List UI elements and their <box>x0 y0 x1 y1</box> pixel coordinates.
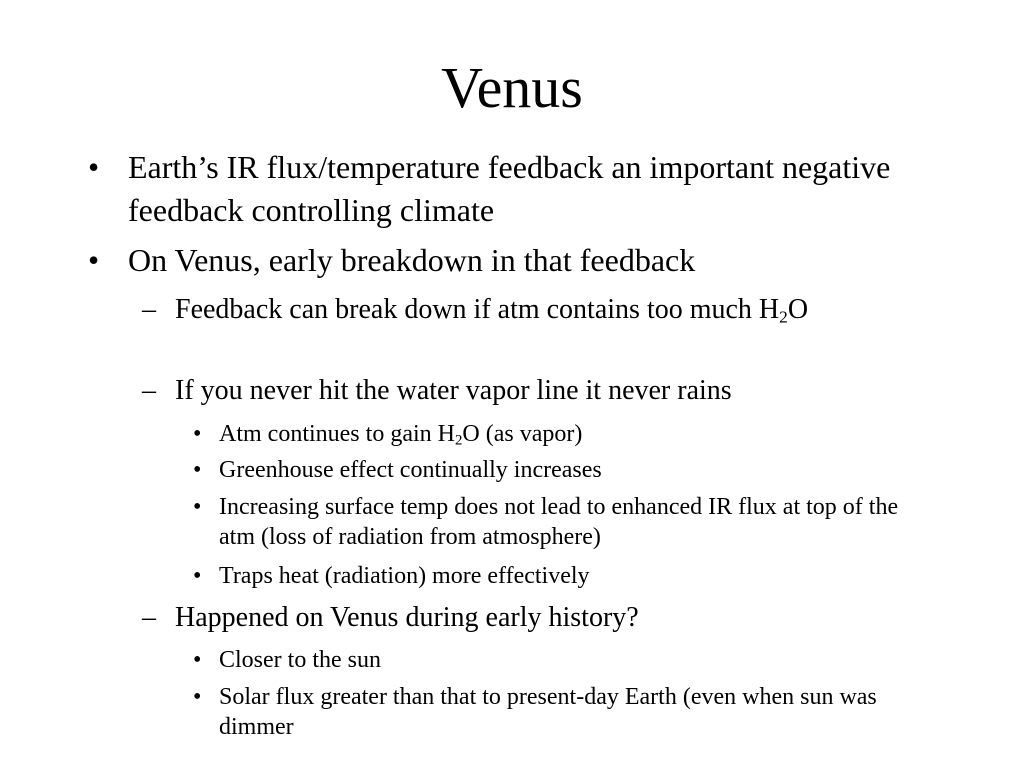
bullet-text: On Venus, early breakdown in that feedback <box>128 242 696 278</box>
sub-sub-bullet-text: Traps heat (radiation) more effectively <box>219 563 590 589</box>
subscript-2: 2 <box>779 307 788 327</box>
sub-sub-bullet-text: Solar flux greater than that to present-day Earth (even when sun was dimmer <box>219 684 877 740</box>
sub-sub-bullet-gain-water <box>193 419 939 449</box>
sub-sub-bullet-closer-to-sun <box>193 645 939 675</box>
dash-marker: – <box>142 375 156 406</box>
bullet-marker: • <box>193 421 202 447</box>
bullet-marker: • <box>88 242 100 278</box>
dash-marker: – <box>142 602 156 633</box>
bullet-marker: • <box>88 149 100 185</box>
bullet-marker: • <box>193 494 202 520</box>
sub-sub-bullet-text: Greenhouse effect continually increases <box>219 457 602 483</box>
sub-sub-bullet-traps-heat <box>193 561 939 591</box>
bullet-venus-breakdown <box>88 239 978 282</box>
dash-marker: – <box>142 294 156 325</box>
slide-title: Venus <box>441 55 583 120</box>
sub-bullet-too-much-water <box>142 292 955 328</box>
bullet-text: Earth’s IR flux/temperature feedback an important negative feedback controlling climate <box>128 149 891 228</box>
sub-bullet-never-rains <box>142 373 955 409</box>
bullet-marker: • <box>193 457 202 483</box>
sub-sub-bullet-text: Closer to the sun <box>219 647 381 673</box>
sub-sub-bullet-text: Increasing surface temp does not lead to enhanced IR flux at top of the atm (loss of radiation from atmosphere) <box>219 494 899 550</box>
sub-sub-bullet-surface-temp <box>193 492 939 552</box>
subscript-2: 2 <box>454 432 463 449</box>
sub-sub-bullet-solar-flux <box>193 682 939 742</box>
sub-bullet-text: Happened on Venus during early history? <box>175 602 639 633</box>
sub-sub-bullet-text: Atm continues to gain $H_2O$ (as vapor) <box>219 421 583 449</box>
bullet-marker: • <box>193 684 202 710</box>
bullet-earth-ir-feedback <box>88 146 978 232</box>
sub-bullet-early-history <box>142 600 955 636</box>
sub-sub-bullet-greenhouse <box>193 455 939 485</box>
sub-bullet-text: If you never hit the water vapor line it never rains <box>175 375 732 406</box>
sub-bullet-text: Feedback can break down if atm contains too much $H_2O$ <box>175 294 809 327</box>
bullet-marker: • <box>193 647 202 673</box>
bullet-marker: • <box>193 563 202 589</box>
